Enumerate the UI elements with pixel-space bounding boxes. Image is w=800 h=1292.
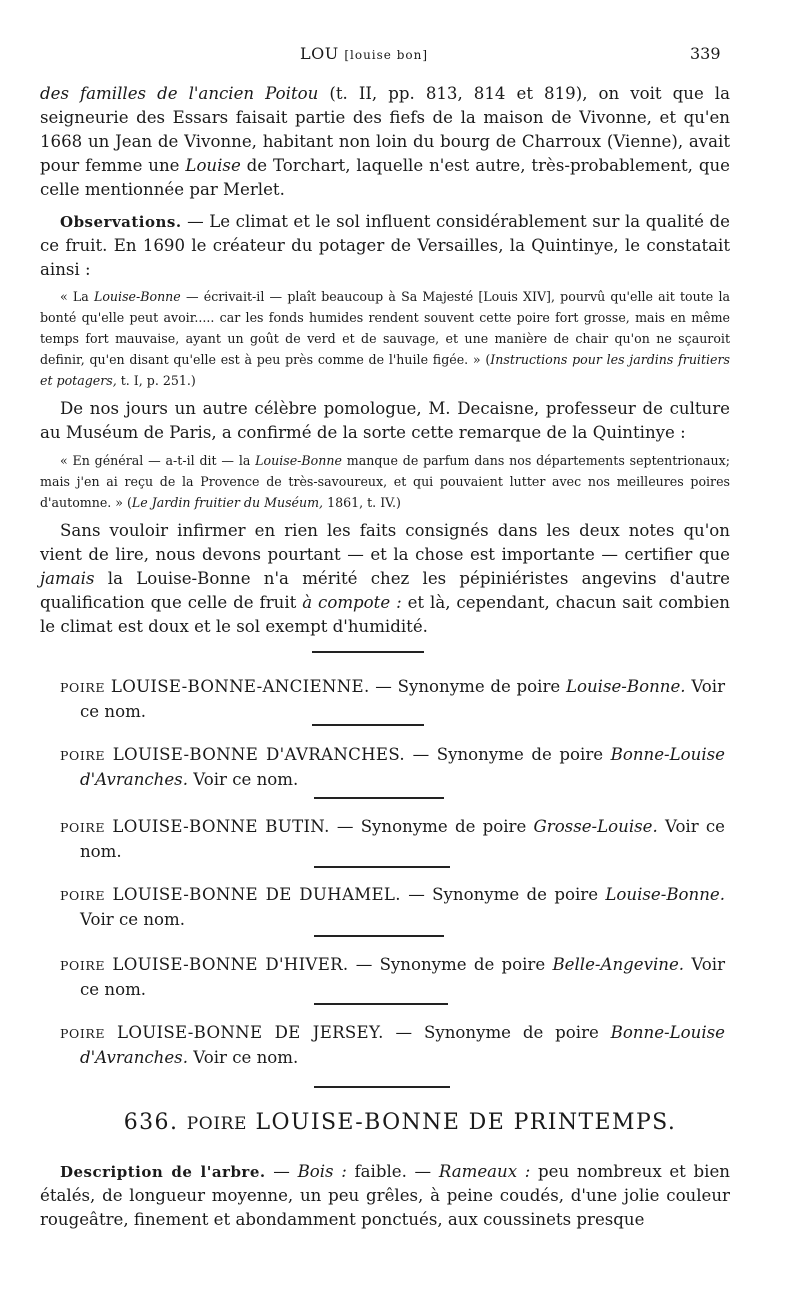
section-divider xyxy=(312,651,424,653)
continuation-paragraph: des familles de l'ancien Poitou (t. II, pp. 813, 814 et 819), on voit que la seigneurie des Essars faisait partie des fiefs de la maison de Vivonne, et qu'en 1668 un Jean de Vivonne, habitant non loin du bourg de Charroux (Vienne), avait pour femme une Louise de Torchart, laquelle n'est autre, très-probablement, que celle mentionnée par Merlet. xyxy=(40,84,731,199)
page-number: 339 xyxy=(690,44,721,63)
title-number: 636. xyxy=(123,1110,179,1135)
entry-divider xyxy=(312,724,424,726)
synonym-entry: POIRE LOUISE-BONNE DE DUHAMEL. — Synonyme de poire Louise-Bonne. Voir ce nom. xyxy=(60,885,726,929)
running-head: LOU [louise bon] xyxy=(300,44,429,63)
entry-divider xyxy=(314,1003,448,1005)
running-head-bracket: [louise bon] xyxy=(344,48,429,62)
synonym-entry: POIRE LOUISE-BONNE BUTIN. — Synonyme de poire Grosse-Louise. Voir ce nom. xyxy=(60,817,726,861)
page-header xyxy=(0,44,800,68)
observations-label: Observations. xyxy=(60,213,182,231)
decaisne-quote: « En général — a-t-il dit — la Louise-Bonne manque de parfum dans nos départements septentrionaux; mais j'en ai reçu de la Provence de très-savoureux, et qui pouvaient lutter avec nos meilleures poires d'automne. » (Le Jardin fruitier du Muséum, 1861, t. IV.) xyxy=(40,453,730,510)
title-name: LOUISE-BONNE DE PRINTEMPS. xyxy=(255,1110,677,1135)
synonym-entry: POIRE LOUISE-BONNE D'HIVER. — Synonyme de poire Belle-Angevine. Voir ce nom. xyxy=(60,955,726,999)
quintinye-quote: « La Louise-Bonne — écrivait-il — plaît beaucoup à Sa Majesté [Louis XIV], pourvû qu'elle ait toute la bonté qu'elle peut avoir..... car les fonds humides rendent souvent cette poire fort grosse, mais en même temps fort mauvaise, ayant un goût de verd et de sauvage, et une manière de chair qu'on ne sçauroit definir, qu'en disant qu'elle est à peu près comme de l'huile figée. » (Instructions pour les jardins fruitiers et potagers, t. I, p. 251.) xyxy=(40,289,730,388)
entry-divider xyxy=(314,1086,450,1088)
entry-divider xyxy=(314,866,450,868)
decaisne-paragraph: De nos jours un autre célèbre pomologue, M. Decaisne, professeur de culture au Muséum de Paris, a confirmé de la sorte cette remarque de la Quintinye : xyxy=(40,399,730,442)
observations-paragraph: Observations. — Le climat et le sol influent considérablement sur la qualité de ce fruit. En 1690 le créateur du potager de Versailles, la Quintinye, le constatait ainsi : xyxy=(40,212,730,279)
section-title xyxy=(0,1110,800,1135)
description-paragraph: Description de l'arbre. — Bois : faible. — Rameaux : peu nombreux et bien étalés, de longueur moyenne, un peu grêles, à peine coudés, d'une jolie couleur rougeâtre, finement et abondamment ponctués, aux coussinets presque xyxy=(40,1162,730,1229)
synonym-entry: POIRE LOUISE-BONNE D'AVRANCHES. — Synonyme de poire Bonne-Louise d'Avranches. Voir ce nom. xyxy=(60,745,725,789)
entry-divider xyxy=(314,935,444,937)
description-label: Description de l'arbre. xyxy=(60,1163,266,1181)
entry-divider xyxy=(314,797,444,799)
synonym-entry: POIRE LOUISE-BONNE DE JERSEY. — Synonyme de poire Bonne-Louise d'Avranches. Voir ce nom. xyxy=(60,1023,725,1067)
title-prefix: POIRE xyxy=(186,1114,248,1134)
conclusion-paragraph: Sans vouloir infirmer en rien les faits consignés dans les deux notes qu'on vient de lire, nous devons pourtant — et la chose est importante — certifier que jamais la Louise-Bonne n'a mérité chez les pépiniéristes angevins d'autre qualification que celle de fruit à compote : et là, cependant, chacun sait combien le climat est doux et le sol exempt d'humidité. xyxy=(40,521,730,636)
synonym-entry: POIRE LOUISE-BONNE-ANCIENNE. — Synonyme de poire Louise-Bonne. Voir ce nom. xyxy=(60,677,726,721)
